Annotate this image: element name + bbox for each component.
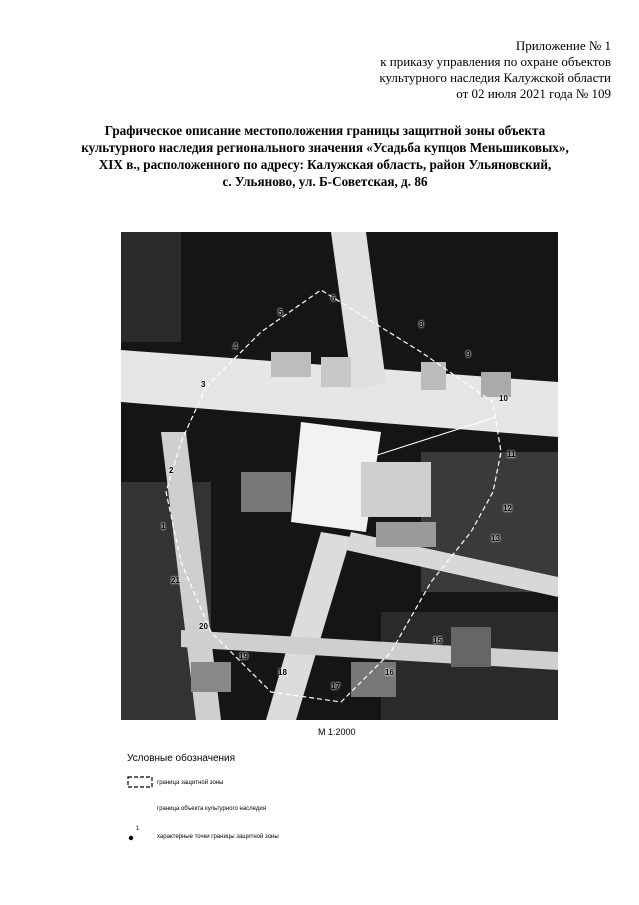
dashed-boundary-icon — [127, 776, 157, 790]
legend-item-object-boundary — [127, 806, 266, 812]
point-label: 19 — [239, 652, 248, 661]
point-label: 21 — [171, 576, 180, 585]
point-label: 16 — [385, 668, 394, 677]
annex-line: к приказу управления по охране объектов — [380, 54, 611, 69]
point-label: 1 — [161, 522, 166, 531]
legend-label: характерные точки границы защитной зоны — [157, 834, 279, 840]
title-line: Графическое описание местоположения границы защитной зоны объекта — [104, 123, 546, 138]
distance-label: 100 м — [421, 430, 440, 437]
scale-label: М 1:2000 — [318, 727, 356, 737]
point-label: 10 — [499, 394, 508, 403]
annex-header — [379, 38, 611, 102]
legend-label: граница защитной зоны — [157, 780, 224, 786]
point-label: 6 — [331, 294, 336, 303]
title-line: культурного наследия регионального значения «Усадьба купцов Меньшиковых», — [81, 140, 569, 155]
point-label: 5 — [278, 308, 283, 317]
legend-title: Условные обозначения — [127, 753, 236, 764]
legend-item-zone-boundary — [127, 776, 223, 790]
title-line: с. Ульяново, ул. Б-Советская, д. 86 — [222, 174, 428, 189]
annex-line: культурного наследия Калужской области — [379, 70, 611, 85]
title-line: XIX в., расположенного по адресу: Калужская область, район Ульяновский, — [98, 157, 552, 172]
aerial-map-image — [121, 232, 558, 720]
point-label: 2 — [169, 466, 174, 475]
legend-label: граница объекта культурного наследия — [157, 806, 266, 812]
annex-line: от 02 июля 2021 года № 109 — [456, 86, 611, 101]
point-label: 13 — [491, 534, 500, 543]
aerial-map — [121, 232, 558, 720]
document-title — [70, 122, 580, 190]
point-label: 4 — [233, 342, 238, 351]
point-icon — [127, 830, 157, 844]
point-label: 12 — [503, 504, 512, 513]
point-label: 17 — [331, 682, 340, 691]
point-label: 3 — [201, 380, 206, 389]
point-label: 20 — [199, 622, 208, 631]
point-label: 9 — [466, 350, 471, 359]
point-label: 18 — [278, 668, 287, 677]
annex-line: Приложение № 1 — [515, 38, 611, 53]
point-label: 11 — [507, 450, 516, 459]
legend-item-points — [127, 826, 279, 844]
legend-point-number: 1 — [136, 826, 140, 832]
point-label: 8 — [419, 320, 424, 329]
point-label: 15 — [433, 636, 442, 645]
